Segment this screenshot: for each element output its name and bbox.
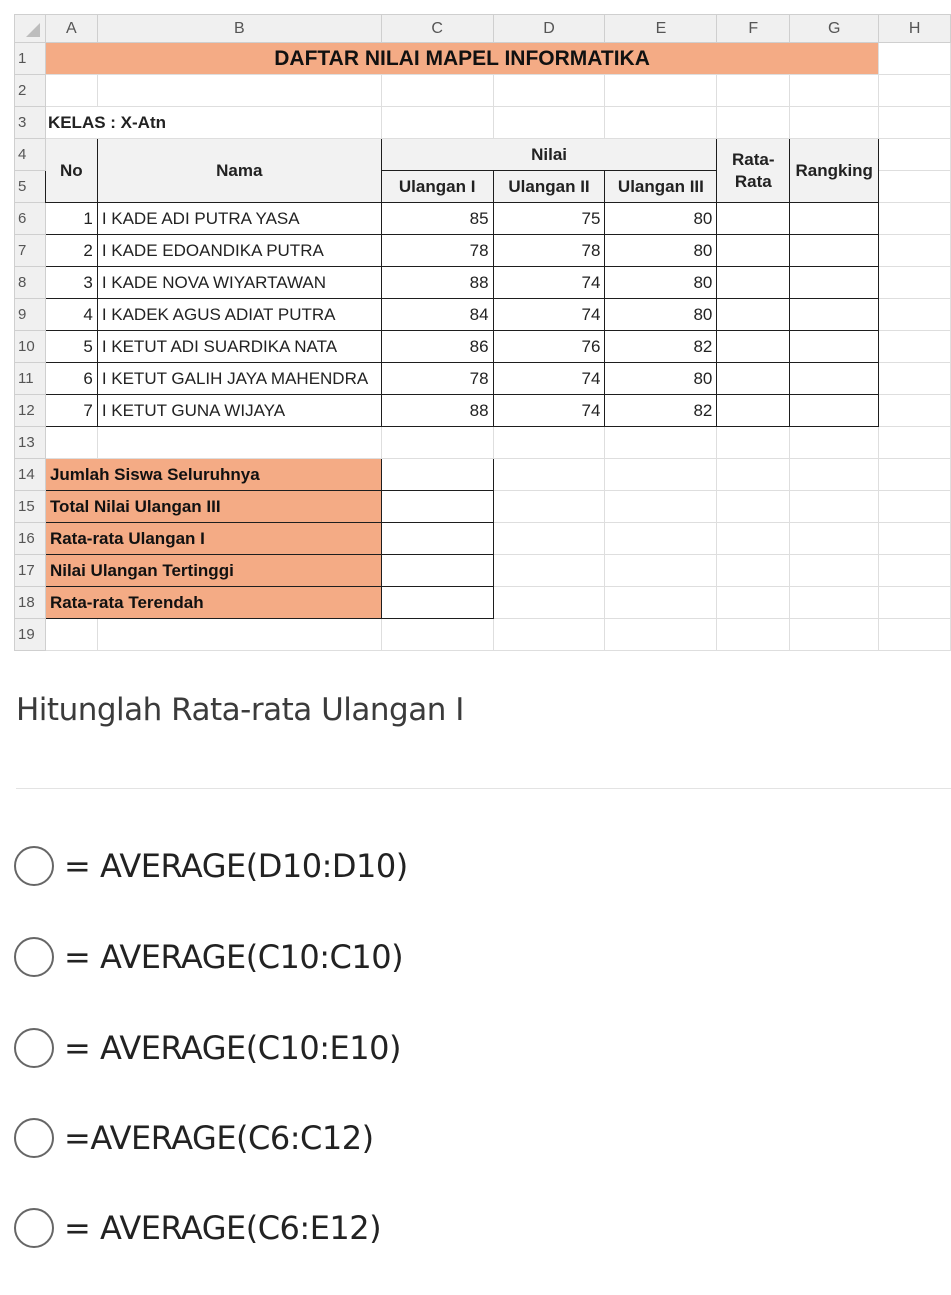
student-no: 4 <box>45 299 97 331</box>
row-number: 18 <box>15 587 46 619</box>
row-number: 8 <box>15 267 46 299</box>
rangking-cell <box>790 299 879 331</box>
student-name: I KETUT GUNA WIJAYA <box>97 395 381 427</box>
header-ulangan-1: Ulangan I <box>381 171 493 203</box>
answer-option-5[interactable] <box>14 1200 381 1256</box>
grade-table <box>14 14 951 651</box>
answer-option-4[interactable] <box>14 1110 374 1166</box>
score-ulangan-3: 80 <box>605 235 717 267</box>
answer-option-1[interactable] <box>14 838 408 894</box>
row-number: 17 <box>15 555 46 587</box>
row-number: 2 <box>15 75 46 107</box>
radio-button[interactable] <box>14 1208 54 1248</box>
summary-row <box>15 587 951 619</box>
student-name: I KETUT GALIH JAYA MAHENDRA <box>97 363 381 395</box>
score-ulangan-3: 82 <box>605 395 717 427</box>
row-number: 10 <box>15 331 46 363</box>
rata-rata-cell <box>717 235 790 267</box>
spreadsheet-image <box>14 14 951 660</box>
student-name: I KADEK AGUS ADIAT PUTRA <box>97 299 381 331</box>
question-text: Hitunglah Rata-rata Ulangan I <box>16 692 464 728</box>
row-number: 6 <box>15 203 46 235</box>
score-ulangan-2: 78 <box>493 235 605 267</box>
option-label: = AVERAGE(D10:D10) <box>64 847 408 885</box>
header-nama: Nama <box>97 139 381 203</box>
table-row <box>15 267 951 299</box>
summary-value-cell <box>381 555 493 587</box>
radio-button[interactable] <box>14 937 54 977</box>
table-row <box>15 395 951 427</box>
row-number: 3 <box>15 107 46 139</box>
score-ulangan-1: 84 <box>381 299 493 331</box>
table-row <box>15 235 951 267</box>
score-ulangan-3: 82 <box>605 331 717 363</box>
table-row <box>15 363 951 395</box>
score-ulangan-3: 80 <box>605 267 717 299</box>
summary-label: Nilai Ulangan Tertinggi <box>45 555 381 587</box>
rata-rata-cell <box>717 331 790 363</box>
row-number: 7 <box>15 235 46 267</box>
select-all-corner <box>15 15 46 43</box>
rangking-cell <box>790 363 879 395</box>
score-ulangan-2: 76 <box>493 331 605 363</box>
student-no: 7 <box>45 395 97 427</box>
score-ulangan-1: 78 <box>381 363 493 395</box>
header-ulangan-3: Ulangan III <box>605 171 717 203</box>
row-number: 4 <box>15 139 46 171</box>
sheet-row <box>15 75 951 107</box>
rangking-cell <box>790 331 879 363</box>
summary-label: Rata-rata Ulangan I <box>45 523 381 555</box>
summary-label: Total Nilai Ulangan III <box>45 491 381 523</box>
sheet-row <box>15 43 951 75</box>
student-no: 2 <box>45 235 97 267</box>
radio-button[interactable] <box>14 1028 54 1068</box>
row-number: 11 <box>15 363 46 395</box>
student-name: I KETUT ADI SUARDIKA NATA <box>97 331 381 363</box>
column-header: D <box>493 15 605 43</box>
column-header: A <box>45 15 97 43</box>
option-label: =AVERAGE(C6:C12) <box>64 1119 374 1157</box>
option-label: = AVERAGE(C10:E10) <box>64 1029 401 1067</box>
score-ulangan-2: 74 <box>493 267 605 299</box>
option-label: = AVERAGE(C6:E12) <box>64 1209 382 1247</box>
summary-value-cell <box>381 459 493 491</box>
sheet-row <box>15 619 951 651</box>
row-number: 12 <box>15 395 46 427</box>
answer-option-2[interactable] <box>14 929 403 985</box>
header-no: No <box>45 139 97 203</box>
column-header: C <box>381 15 493 43</box>
score-ulangan-3: 80 <box>605 203 717 235</box>
summary-value-cell <box>381 587 493 619</box>
rangking-cell <box>790 235 879 267</box>
score-ulangan-1: 88 <box>381 395 493 427</box>
row-number: 16 <box>15 523 46 555</box>
sheet-title: DAFTAR NILAI MAPEL INFORMATIKA <box>45 43 878 75</box>
column-header: E <box>605 15 717 43</box>
student-no: 1 <box>45 203 97 235</box>
column-header-row <box>15 15 951 43</box>
row-number: 9 <box>15 299 46 331</box>
row-number: 1 <box>15 43 46 75</box>
student-no: 6 <box>45 363 97 395</box>
score-ulangan-2: 74 <box>493 299 605 331</box>
score-ulangan-2: 75 <box>493 203 605 235</box>
rata-rata-cell <box>717 299 790 331</box>
rata-rata-cell <box>717 363 790 395</box>
sheet-row <box>15 139 951 171</box>
score-ulangan-3: 80 <box>605 363 717 395</box>
summary-label: Rata-rata Terendah <box>45 587 381 619</box>
row-number: 13 <box>15 427 46 459</box>
student-name: I KADE ADI PUTRA YASA <box>97 203 381 235</box>
summary-label: Jumlah Siswa Seluruhnya <box>45 459 381 491</box>
rangking-cell <box>790 267 879 299</box>
table-row <box>15 331 951 363</box>
summary-row <box>15 555 951 587</box>
student-name: I KADE EDOANDIKA PUTRA <box>97 235 381 267</box>
sheet-row <box>15 427 951 459</box>
radio-button[interactable] <box>14 846 54 886</box>
score-ulangan-1: 86 <box>381 331 493 363</box>
divider <box>16 788 951 789</box>
score-ulangan-1: 78 <box>381 235 493 267</box>
summary-value-cell <box>381 491 493 523</box>
score-ulangan-2: 74 <box>493 363 605 395</box>
row-number: 5 <box>15 171 46 203</box>
summary-row <box>15 491 951 523</box>
sheet-row <box>15 107 951 139</box>
student-no: 3 <box>45 267 97 299</box>
class-label: KELAS : X-Atn <box>45 107 381 139</box>
answer-option-3[interactable] <box>14 1020 401 1076</box>
row-number: 14 <box>15 459 46 491</box>
header-rangking: Rangking <box>790 139 879 203</box>
header-nilai: Nilai <box>381 139 717 171</box>
summary-value-cell <box>381 523 493 555</box>
rangking-cell <box>790 395 879 427</box>
row-number: 19 <box>15 619 46 651</box>
score-ulangan-2: 74 <box>493 395 605 427</box>
score-ulangan-1: 85 <box>381 203 493 235</box>
header-ulangan-2: Ulangan II <box>493 171 605 203</box>
table-row <box>15 203 951 235</box>
header-rata-rata: Rata-Rata <box>717 139 790 203</box>
column-header: H <box>879 15 951 43</box>
column-header: F <box>717 15 790 43</box>
score-ulangan-3: 80 <box>605 299 717 331</box>
summary-row <box>15 459 951 491</box>
rata-rata-cell <box>717 267 790 299</box>
score-ulangan-1: 88 <box>381 267 493 299</box>
summary-row <box>15 523 951 555</box>
column-header: G <box>790 15 879 43</box>
rata-rata-cell <box>717 203 790 235</box>
option-label: = AVERAGE(C10:C10) <box>64 938 404 976</box>
radio-button[interactable] <box>14 1118 54 1158</box>
rata-rata-cell <box>717 395 790 427</box>
student-no: 5 <box>45 331 97 363</box>
student-name: I KADE NOVA WIYARTAWAN <box>97 267 381 299</box>
rangking-cell <box>790 203 879 235</box>
column-header: B <box>97 15 381 43</box>
row-number: 15 <box>15 491 46 523</box>
table-row <box>15 299 951 331</box>
